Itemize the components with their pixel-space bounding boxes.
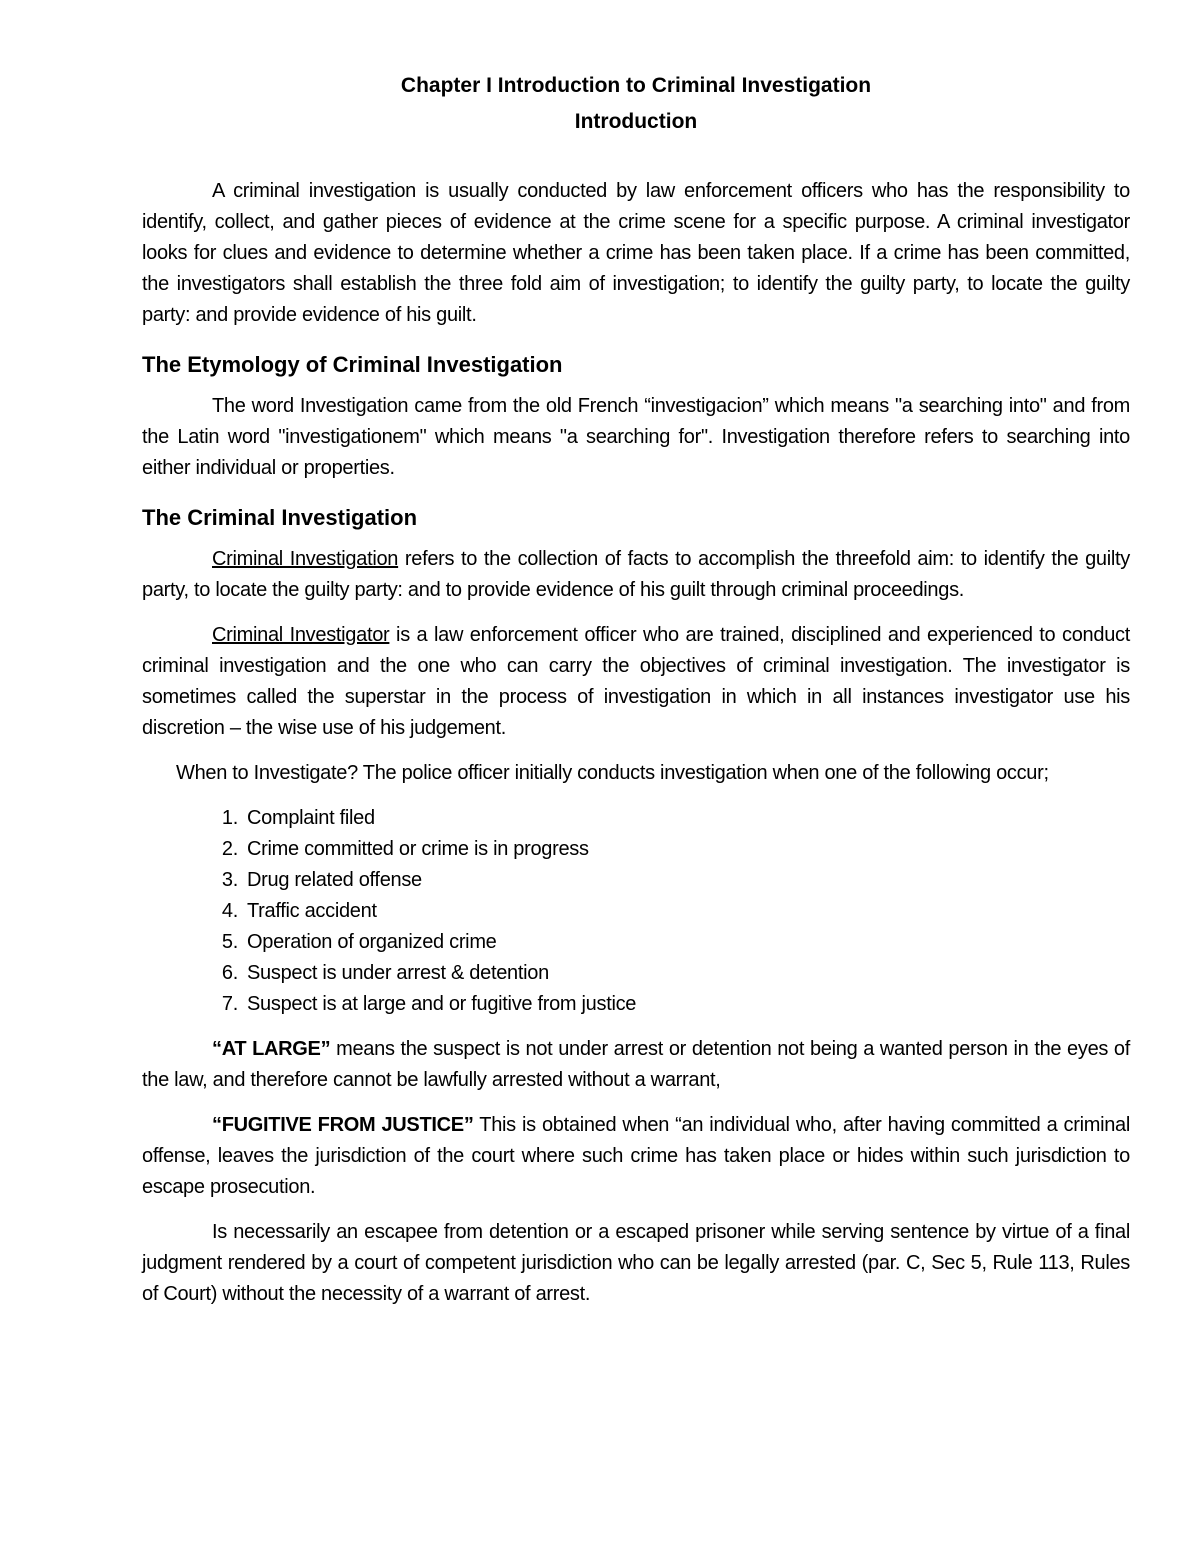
when-to-investigate: When to Investigate? The police officer initially conducts investigation when one of the following occur; (176, 762, 1049, 784)
criminal-investigation-definition (142, 544, 1130, 606)
list-text: Complaint filed (247, 807, 375, 829)
list-number: 2. (221, 838, 238, 860)
criminal-investigation-term: Criminal Investigation (212, 548, 399, 570)
etymology-heading: The Etymology of Criminal Investigation (142, 352, 563, 377)
criminal-investigation-text: refers to the collection of facts to accomplish the threefold aim: to identify the guilty party, to locate the guilty party: and to provide evidence of his guilt through criminal proceedings. (142, 548, 1130, 601)
list-text: Drug related offense (247, 869, 422, 891)
list-item (142, 989, 1130, 1020)
list-text: Traffic accident (247, 900, 377, 922)
list-text: Suspect is at large and or fugitive from justice (247, 993, 637, 1015)
list-item (142, 865, 1130, 896)
list-number: 1. (221, 807, 238, 829)
list-item (142, 803, 1130, 834)
at-large-text: means the suspect is not under arrest or detention not being a wanted person in the eyes of the law, and therefore cannot be lawfully arrested without a warrant, (142, 1038, 1130, 1091)
list-item (142, 896, 1130, 927)
criminal-investigator-definition (142, 620, 1130, 744)
fugitive-text: This is obtained when “an individual who, after having committed a criminal offense, leaves the jurisdiction of the court where such crime has taken place or hides within such jurisdiction to escape prosecution. (142, 1114, 1131, 1198)
at-large-paragraph (142, 1034, 1130, 1096)
at-large-term: “AT LARGE” (212, 1038, 331, 1060)
list-number: 5. (221, 931, 238, 953)
chapter-title: Chapter I Introduction to Criminal Investigation (400, 74, 872, 97)
list-text: Operation of organized crime (247, 931, 497, 953)
section-subtitle: Introduction (574, 110, 698, 133)
fugitive-term: “FUGITIVE FROM JUSTICE” (212, 1114, 474, 1136)
list-text: Crime committed or crime is in progress (247, 838, 589, 860)
list-number: 3. (221, 869, 238, 891)
fugitive-paragraph (142, 1110, 1130, 1203)
criminal-investigation-heading: The Criminal Investigation (142, 505, 418, 530)
list-item (142, 927, 1130, 958)
document-page (142, 68, 1130, 1310)
list-number: 7. (221, 993, 238, 1015)
list-item (142, 834, 1130, 865)
list-text: Suspect is under arrest & detention (247, 962, 549, 984)
criminal-investigator-term: Criminal Investigator (212, 624, 390, 646)
intro-paragraph: A criminal investigation is usually conducted by law enforcement officers who has the responsibility to identify, collect, and gather pieces of evidence at the crime scene for a specific purpose. A criminal investigator looks for clues and evidence to determine whether a crime has been taken place. If a crime has been committed, the investigators shall establish the three fold aim of investigation; to identify the guilty party, to locate the guilty party: and provide evidence of his guilt. (142, 180, 1130, 326)
criminal-investigator-text: is a law enforcement officer who are trained, disciplined and experienced to conduct criminal investigation and the one who can carry the objectives of criminal investigation. The investigator is sometimes called the superstar in the process of investigation in which in all instances investigator use his discretion – the wise use of his judgement. (142, 624, 1130, 739)
investigation-triggers-list (142, 803, 1130, 1020)
escapee-paragraph: Is necessarily an escapee from detention or a escaped prisoner while serving sentence by virtue of a final judgment rendered by a court of competent jurisdiction who can be legally arrested (par. C, Sec 5, Rule 113, Rules of Court) without the necessity of a warrant of arrest. (142, 1221, 1130, 1305)
etymology-paragraph: The word Investigation came from the old French “investigacion” which means "a searching into" and from the Latin word "investigationem" which means "a searching for". Investigation therefore refers to searching into either individual or properties. (142, 395, 1130, 479)
list-number: 6. (221, 962, 238, 984)
list-number: 4. (221, 900, 238, 922)
list-item (142, 958, 1130, 989)
